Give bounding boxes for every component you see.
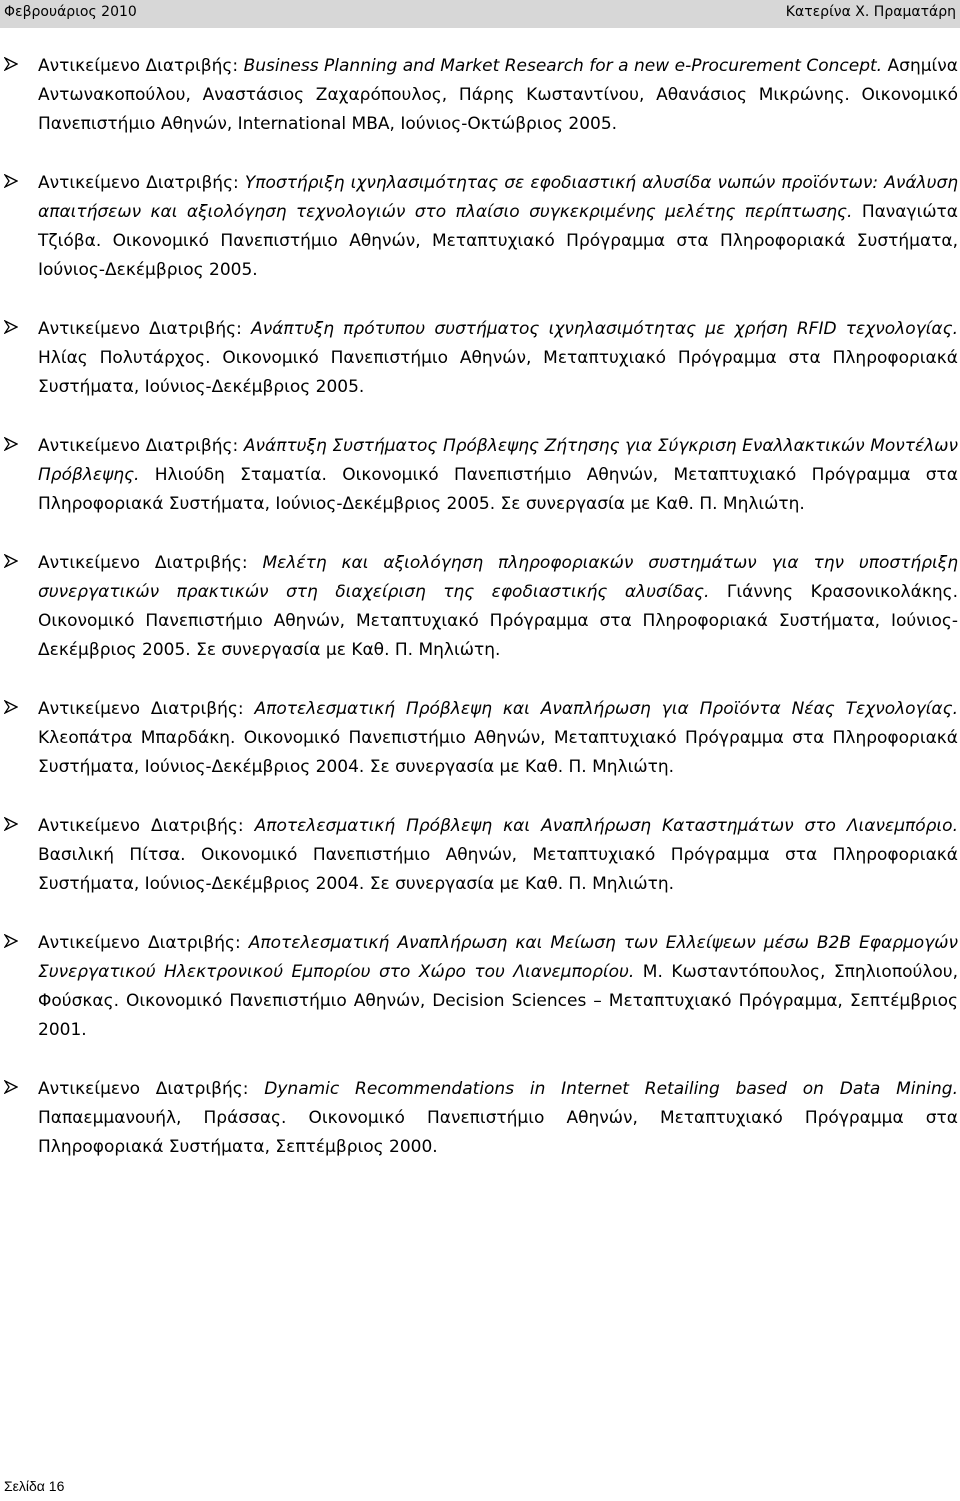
list-item [0,929,960,1045]
item-details: Ηλιούδη Σταματία. Οικονομικό Πανεπιστήμιο Αθηνών, Μεταπτυχιακό Πρόγραμμα στα Πληροφοριακά Συστήματα, Ιούνιος-Δεκέμβριος 2005. Σε συνεργασία με Καθ. Π. Μηλιώτη. [38,465,958,514]
page-number: Σελίδα 16 [4,1478,65,1494]
item-title: Μελέτη και αξιολόγηση πληροφοριακών συστημάτων για την υποστήριξη συνεργατικών πρακτικών στη διαχείριση της εφοδιαστικής αλυσίδας. [38,553,958,602]
list-item [0,695,960,782]
list-item-text [38,52,958,139]
arrow-bullet-icon [4,817,18,831]
item-details: Παναγιώτα Τζιόβα. Οικονομικό Πανεπιστήμιο Αθηνών, Μεταπτυχιακό Πρόγραμμα στα Πληροφοριακά Συστήματα, Ιούνιος-Δεκέμβριος 2005. [38,202,958,280]
item-details: Βασιλική Πίτσα. Οικονομικό Πανεπιστήμιο Αθηνών, Μεταπτυχιακό Πρόγραμμα στα Πληροφοριακά Συστήματα, Ιούνιος-Δεκέμβριος 2004. Σε συνεργασία με Καθ. Π. Μηλιώτη. [38,845,958,894]
arrow-bullet-icon [4,700,18,714]
list-item-text [38,432,958,519]
item-prefix: Αντικείμενο Διατριβής: [38,816,255,836]
list-item-text [38,929,958,1045]
item-title: Αποτελεσματική Πρόβλεψη και Αναπλήρωση Καταστημάτων στο Λιανεμπόριο. [254,816,958,836]
list-item-text [38,315,958,402]
item-details: Ηλίας Πολυτάρχος. Οικονομικό Πανεπιστήμιο Αθηνών, Μεταπτυχιακό Πρόγραμμα στα Πληροφοριακά Συστήματα, Ιούνιος-Δεκέμβριος 2005. [38,348,958,397]
list-item [0,315,960,402]
list-item-text [38,169,958,285]
list-item-text [38,695,958,782]
item-details: Παπαεμμανουήλ, Πράσσας. Οικονομικό Πανεπιστήμιο Αθηνών, Μεταπτυχιακό Πρόγραμμα στα Πληροφοριακά Συστήματα, Σεπτέμβριος 2000. [38,1108,958,1157]
header-date: Φεβρουάριος 2010 [4,4,137,20]
list-item [0,169,960,285]
arrow-bullet-icon [4,57,18,71]
item-title: Αποτελεσματική Αναπλήρωση και Μείωση των Ελλείψεων μέσω B2B Εφαρμογών Συνεργατικού Ηλεκτρονικού Εμπορίου στο Χώρο του Λιανεμπορίου. [38,933,958,982]
item-details: Γιάννης Κρασονικολάκης. Οικονομικό Πανεπιστήμιο Αθηνών, Μεταπτυχιακό Πρόγραμμα στα Πληροφοριακά Συστήματα, Ιούνιος-Δεκέμβριος 2005. Σε συνεργασία με Καθ. Π. Μηλιώτη. [38,582,958,660]
arrow-bullet-icon [4,320,18,334]
list-item-text [38,549,958,665]
item-prefix: Αντικείμενο Διατριβής: [38,933,249,953]
arrow-bullet-icon [4,174,18,188]
list-item-text [38,812,958,899]
item-prefix: Αντικείμενο Διατριβής: [38,173,245,193]
item-title: Υποστήριξη ιχνηλασιμότητας σε εφοδιαστική αλυσίδα νωπών προϊόντων: Ανάλυση απαιτήσεων και αξιολόγηση τεχνολογιών στο πλαίσιο συγκεκριμένης μελέτης περίπτωσης. [38,173,958,222]
item-title: Ανάπτυξη Συστήματος Πρόβλεψης Ζήτησης για Σύγκριση Εναλλακτικών Μοντέλων Πρόβλεψης. [38,436,958,485]
list-item [0,52,960,139]
list-item-text [38,1075,958,1162]
item-details: Ασημίνα Αντωνακοπούλου, Αναστάσιος Ζαχαρόπουλος, Πάρης Κωσταντίνου, Αθανάσιος Μικρώνης. Οικονομικό Πανεπιστήμιο Αθηνών, International MBA, Ιούνιος-Οκτώβριος 2005. [38,56,958,134]
item-prefix: Αντικείμενο Διατριβής: [38,319,252,339]
item-prefix: Αντικείμενο Διατριβής: [38,699,255,719]
page-header [0,0,960,28]
arrow-bullet-icon [4,437,18,451]
thesis-list [0,52,960,1192]
item-title: Dynamic Recommendations in Internet Retailing based on Data Mining. [264,1079,958,1099]
arrow-bullet-icon [4,1080,18,1094]
item-prefix: Αντικείμενο Διατριβής: [38,56,244,76]
list-item [0,549,960,665]
arrow-bullet-icon [4,934,18,948]
list-item [0,812,960,899]
header-author: Κατερίνα Χ. Πραματάρη [785,4,956,20]
item-details: Μ. Κωσταντόπουλος, Σπηλιοπούλου, Φούσκας. Οικονομικό Πανεπιστήμιο Αθηνών, Decision Sciences – Μεταπτυχιακό Πρόγραμμα, Σεπτέμβριος 2001. [38,962,959,1040]
item-prefix: Αντικείμενο Διατριβής: [38,553,263,573]
item-prefix: Αντικείμενο Διατριβής: [38,436,244,456]
list-item [0,432,960,519]
item-details: Κλεοπάτρα Μπαρδάκη. Οικονομικό Πανεπιστήμιο Αθηνών, Μεταπτυχιακό Πρόγραμμα στα Πληροφοριακά Συστήματα, Ιούνιος-Δεκέμβριος 2004. Σε συνεργασία με Καθ. Π. Μηλιώτη. [38,728,958,777]
item-title: Business Planning and Market Research for a new e-Procurement Concept. [243,56,883,76]
list-item [0,1075,960,1162]
item-title: Ανάπτυξη πρότυπου συστήματος ιχνηλασιμότητας με χρήση RFID τεχνολογίας. [251,319,959,339]
item-title: Αποτελεσματική Πρόβλεψη και Αναπλήρωση για Προϊόντα Νέας Τεχνολογίας. [254,699,958,719]
arrow-bullet-icon [4,554,18,568]
item-prefix: Αντικείμενο Διατριβής: [38,1079,265,1099]
